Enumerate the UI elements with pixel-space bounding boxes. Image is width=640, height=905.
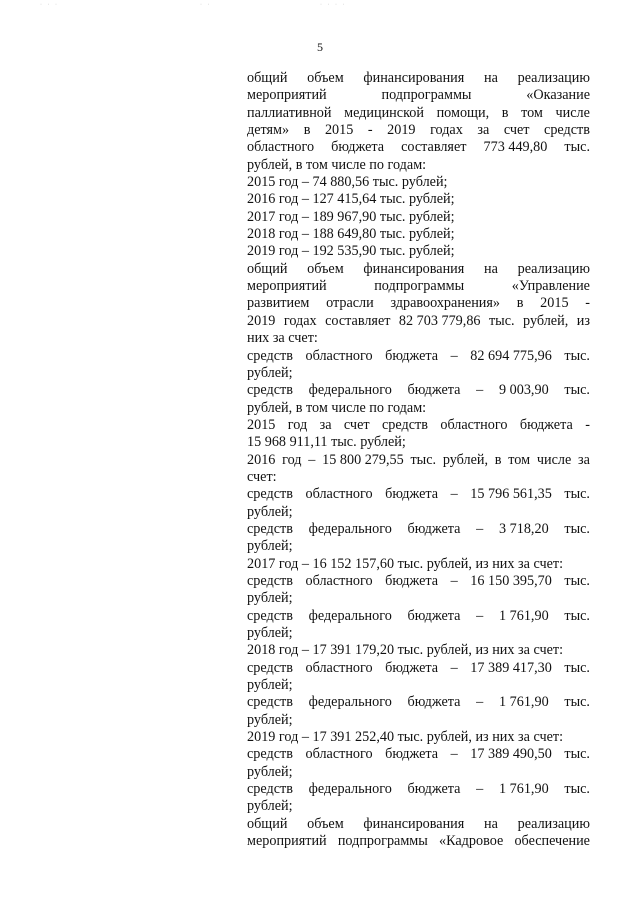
word: тыс. xyxy=(564,694,590,711)
word: – xyxy=(450,659,458,676)
text-line xyxy=(247,746,590,763)
word: годах xyxy=(430,122,463,139)
word: федерального xyxy=(308,382,392,399)
word: - xyxy=(585,416,590,433)
word: медицинской xyxy=(344,104,424,121)
text-line xyxy=(247,295,590,312)
word: бюджета xyxy=(331,139,385,156)
word: средств xyxy=(247,520,293,537)
word: областного xyxy=(305,347,373,364)
text-line xyxy=(247,660,590,677)
word: – xyxy=(308,451,316,468)
text-line: счет: xyxy=(247,468,277,485)
text-line xyxy=(247,781,590,798)
word: – xyxy=(476,520,484,537)
text-line xyxy=(247,122,590,139)
word: числе xyxy=(536,451,572,468)
text-line xyxy=(247,139,590,156)
word: бюджета xyxy=(407,520,461,537)
word: годах xyxy=(283,312,317,329)
word: тыс. xyxy=(564,486,590,503)
text-line: рублей; xyxy=(247,364,293,381)
text-line xyxy=(247,486,590,503)
text-line xyxy=(247,833,590,850)
word: средств xyxy=(247,607,293,624)
text-line xyxy=(247,313,590,330)
word: тыс. xyxy=(564,572,590,589)
word: год xyxy=(282,451,302,468)
text-line: 2019 год – 17 391 252,40 тыс. рублей, из них за счет: xyxy=(247,729,564,746)
word: средств xyxy=(247,347,293,364)
word: паллиативной xyxy=(247,104,332,121)
word: составляет xyxy=(325,312,391,329)
word: – xyxy=(450,746,458,763)
word: средств xyxy=(247,659,293,676)
word: 2019 xyxy=(247,312,276,329)
word: развитием xyxy=(247,295,310,312)
word: 2015 xyxy=(247,416,276,433)
word: областного xyxy=(305,486,373,503)
word: – xyxy=(450,572,458,589)
text-line: 2018 год – 188 649,80 тыс. рублей; xyxy=(247,226,455,243)
word: средств xyxy=(247,572,293,589)
text-line xyxy=(247,70,590,87)
text-line: них за счет: xyxy=(247,330,318,347)
text-line: 2017 год – 16 152 157,60 тыс. рублей, из них за счет: xyxy=(247,555,564,572)
word: из xyxy=(576,312,590,329)
word: бюджета xyxy=(385,746,439,763)
word: тыс. xyxy=(564,347,590,364)
word: бюджета xyxy=(385,572,439,589)
word: финансирования xyxy=(363,260,465,277)
word: бюджета xyxy=(385,659,439,676)
text-line: 2016 год – 127 415,64 тыс. рублей; xyxy=(247,191,455,208)
text-line: рублей; xyxy=(247,677,293,694)
word: 15 800 279,55 xyxy=(322,451,404,468)
word: 17 389 417,30 xyxy=(470,659,552,676)
word: объем xyxy=(307,70,344,86)
word: 82 694 775,96 xyxy=(470,347,552,364)
word: рублей, xyxy=(442,451,489,468)
word: – xyxy=(476,382,484,399)
text-line xyxy=(247,573,590,590)
word: тыс. xyxy=(564,607,590,624)
word: общий xyxy=(247,260,288,277)
word: счет xyxy=(343,416,370,433)
word: 15 796 561,35 xyxy=(470,486,552,503)
word: областного xyxy=(305,746,373,763)
word: мероприятий xyxy=(247,278,327,295)
word: – xyxy=(476,607,484,624)
word: тыс. xyxy=(564,139,590,156)
word: обеспечение xyxy=(514,833,590,850)
word: бюджета xyxy=(407,781,461,798)
word: «Кадровое xyxy=(439,833,504,850)
text-line xyxy=(247,348,590,365)
text-line xyxy=(247,261,590,278)
word: на xyxy=(484,815,498,832)
word: областного xyxy=(440,416,508,433)
word: мероприятий xyxy=(247,87,327,104)
word: - xyxy=(585,295,590,312)
word: федерального xyxy=(308,607,392,624)
word: за xyxy=(578,451,590,468)
word: федерального xyxy=(308,694,392,711)
word: реализацию xyxy=(517,260,590,277)
word: за xyxy=(477,122,490,139)
word: бюджета xyxy=(407,694,461,711)
word: тыс. xyxy=(564,382,590,399)
word: – xyxy=(476,781,484,798)
word: 2019 xyxy=(387,122,416,139)
text-line xyxy=(247,521,590,538)
word: в xyxy=(501,104,509,121)
word: 17 389 490,50 xyxy=(470,746,552,763)
word: - xyxy=(367,122,373,139)
text-line: рублей; xyxy=(247,503,293,520)
word: бюджета xyxy=(385,486,439,503)
text-line xyxy=(247,382,590,399)
word: 16 150 395,70 xyxy=(470,572,552,589)
text-line xyxy=(247,417,590,434)
word: 1 761,90 xyxy=(499,781,549,798)
word: общий xyxy=(247,70,288,86)
word: том xyxy=(508,451,531,468)
word: в xyxy=(303,122,311,139)
word: том xyxy=(521,104,543,121)
word: 9 003,90 xyxy=(499,382,549,399)
word: бюджета xyxy=(407,607,461,624)
text-line xyxy=(247,278,590,295)
scan-artifacts: · · · · · · · · · xyxy=(40,2,347,8)
word: общий xyxy=(247,815,288,832)
word: 773 449,80 xyxy=(483,139,548,156)
text-line: рублей; xyxy=(247,798,293,815)
word: областного xyxy=(247,139,315,156)
word: областного xyxy=(305,572,373,589)
word: средств xyxy=(247,694,293,711)
word: объем xyxy=(307,260,344,277)
word: здравоохранения» xyxy=(390,295,501,312)
word: бюджета xyxy=(407,382,461,399)
word: 2015 xyxy=(324,122,354,139)
word: тыс. xyxy=(564,746,590,763)
word: мероприятий xyxy=(247,833,327,850)
word: подпрограммы xyxy=(381,87,472,104)
text-line: 2017 год – 189 967,90 тыс. рублей; xyxy=(247,208,455,225)
word: тыс. xyxy=(410,451,437,468)
word: 3 718,20 xyxy=(499,520,549,537)
word: средств xyxy=(247,781,293,798)
text-line xyxy=(247,452,590,469)
word: подпрограммы xyxy=(374,278,465,295)
word: 82 703 779,86 xyxy=(398,312,481,329)
word: тыс. xyxy=(564,659,590,676)
text-line: 15 968 911,11 тыс. рублей; xyxy=(247,434,406,451)
word: реализацию xyxy=(517,70,590,86)
word: средств xyxy=(544,122,590,139)
word: детям» xyxy=(247,122,290,139)
word: 2016 xyxy=(247,451,276,468)
text-line: рублей; xyxy=(247,538,293,555)
text-line: рублей, в том числе по годам: xyxy=(247,399,427,416)
text-line xyxy=(247,694,590,711)
text-line: 2018 год – 17 391 179,20 тыс. рублей, из них за счет: xyxy=(247,642,564,659)
word: 1 761,90 xyxy=(499,694,549,711)
page-number: 5 xyxy=(317,40,323,54)
word: средств xyxy=(247,746,293,763)
word: средств xyxy=(247,382,293,399)
word: – xyxy=(450,486,458,503)
word: федерального xyxy=(308,781,392,798)
word: бюджета xyxy=(385,347,439,364)
word: отрасли xyxy=(326,295,374,312)
text-line: рублей, в том числе по годам: xyxy=(247,156,427,173)
word: 2015 xyxy=(540,295,569,312)
word: тыс. xyxy=(564,520,590,537)
word: – xyxy=(450,347,458,364)
text-line xyxy=(247,816,590,833)
word: счет xyxy=(503,122,530,139)
text-line: рублей; xyxy=(247,590,293,607)
word: на xyxy=(484,70,498,86)
word: «Оказание xyxy=(526,87,590,104)
word: финансирования xyxy=(363,70,465,86)
word: средств xyxy=(382,416,428,433)
word: объем xyxy=(307,815,344,832)
word: 1 761,90 xyxy=(499,607,549,624)
word: в xyxy=(516,295,524,312)
text-line: 2019 год – 192 535,90 тыс. рублей; xyxy=(247,243,455,260)
word: помощи, xyxy=(436,104,490,121)
text-line: рублей; xyxy=(247,625,293,641)
word: тыс. xyxy=(488,312,515,329)
text-line xyxy=(247,87,590,104)
word: числе xyxy=(555,104,590,121)
word: подпрограммы xyxy=(337,833,428,850)
word: реализацию xyxy=(517,815,590,832)
word: в xyxy=(494,451,502,468)
word: бюджета xyxy=(519,416,573,433)
word: «Управление xyxy=(511,278,590,295)
text-line xyxy=(247,608,590,625)
word: областного xyxy=(305,659,373,676)
word: рублей, xyxy=(523,312,569,329)
word: год xyxy=(287,416,308,433)
word: – xyxy=(476,694,484,711)
word: за xyxy=(319,416,332,433)
word: тыс. xyxy=(564,781,590,798)
text-line: 2015 год – 74 880,56 тыс. рублей; xyxy=(247,174,448,191)
word: средств xyxy=(247,486,293,503)
word: на xyxy=(484,260,498,277)
text-line xyxy=(247,105,590,122)
text-line: рублей; xyxy=(247,711,293,728)
word: составляет xyxy=(401,139,467,156)
document-body xyxy=(247,70,590,850)
text-line: рублей; xyxy=(247,763,293,780)
word: федерального xyxy=(308,520,392,537)
word: финансирования xyxy=(363,815,465,832)
